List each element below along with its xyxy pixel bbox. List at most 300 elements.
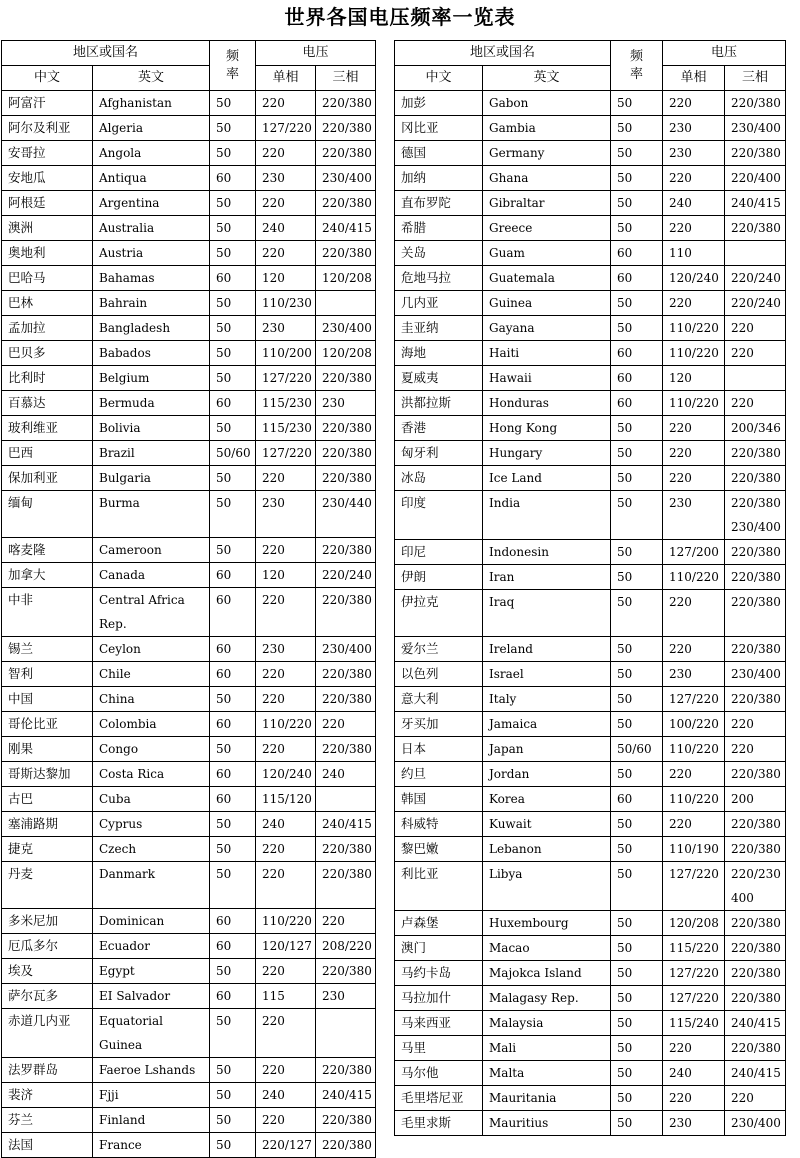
country-name-english: Cameroon [93, 538, 210, 563]
three-phase-voltage-cell: 230 [316, 391, 376, 416]
frequency-cell: 60 [210, 588, 256, 637]
single-phase-voltage-cell: 220 [256, 538, 316, 563]
three-phase-voltage-cell: 220 [725, 316, 786, 341]
single-phase-voltage-cell: 110/220 [663, 737, 725, 762]
page-title: 世界各国电压频率一览表 [284, 5, 516, 29]
single-phase-voltage-cell: 110 [663, 241, 725, 266]
country-name-chinese: 中国 [2, 687, 93, 712]
single-phase-voltage-cell: 120/240 [663, 266, 725, 291]
country-name-english: Bangladesh [93, 316, 210, 341]
country-name-english: Bolivia [93, 416, 210, 441]
single-phase-voltage-cell: 230 [663, 491, 725, 540]
three-phase-voltage-cell: 240/415 [316, 216, 376, 241]
country-name-chinese: 智利 [2, 662, 93, 687]
single-phase-voltage-cell: 220 [256, 959, 316, 984]
country-name-english: Finland [93, 1108, 210, 1133]
frequency-cell: 50 [210, 366, 256, 391]
frequency-cell: 50 [210, 538, 256, 563]
three-phase-voltage-cell: 220/380 [316, 91, 376, 116]
country-name-english: Equatorial Guinea [93, 1009, 210, 1058]
header-single-phase: 单相 [256, 66, 316, 91]
country-name-english: Hungary [483, 441, 611, 466]
country-name-chinese: 法国 [2, 1133, 93, 1158]
table-row [2, 1009, 376, 1058]
country-name-chinese: 冈比亚 [395, 116, 483, 141]
country-name-chinese: 巴贝多 [2, 341, 93, 366]
three-phase-voltage-cell: 240/415 [725, 1061, 786, 1086]
country-name-english: Czech [93, 837, 210, 862]
three-phase-voltage-cell: 230/400 [725, 116, 786, 141]
table-row [395, 565, 786, 590]
country-name-english: Afghanistan [93, 91, 210, 116]
single-phase-voltage-cell: 240 [256, 1083, 316, 1108]
frequency-cell: 50 [611, 1111, 663, 1136]
country-name-english: Central Africa Rep. [93, 588, 210, 637]
table-row [2, 316, 376, 341]
country-name-english: Guinea [483, 291, 611, 316]
country-name-english: Italy [483, 687, 611, 712]
frequency-cell: 50 [210, 291, 256, 316]
frequency-cell: 50 [210, 1133, 256, 1158]
table-row [2, 959, 376, 984]
table-row [2, 491, 376, 538]
single-phase-voltage-cell: 220 [256, 1108, 316, 1133]
three-phase-voltage-cell: 220/380 [316, 191, 376, 216]
frequency-cell: 50 [611, 862, 663, 911]
table-row [395, 1011, 786, 1036]
frequency-cell: 50 [210, 91, 256, 116]
single-phase-voltage-cell: 110/220 [663, 787, 725, 812]
frequency-cell: 50 [611, 91, 663, 116]
three-phase-voltage-cell: 220/380 [316, 662, 376, 687]
single-phase-voltage-cell: 220 [663, 637, 725, 662]
frequency-cell: 50 [611, 936, 663, 961]
single-phase-voltage-cell: 110/220 [663, 316, 725, 341]
single-phase-voltage-cell: 127/220 [663, 687, 725, 712]
table-row [395, 316, 786, 341]
single-phase-voltage-cell: 220/127 [256, 1133, 316, 1158]
header-voltage: 电压 [256, 41, 376, 66]
three-phase-voltage-cell: 220 [725, 341, 786, 366]
country-name-english: Indonesin [483, 540, 611, 565]
three-phase-voltage-cell: 220/380 [316, 116, 376, 141]
country-name-chinese: 锡兰 [2, 637, 93, 662]
frequency-cell: 50 [611, 837, 663, 862]
single-phase-voltage-cell: 240 [256, 812, 316, 837]
country-name-english: Malta [483, 1061, 611, 1086]
country-name-chinese: 捷克 [2, 837, 93, 862]
frequency-cell: 50 [210, 812, 256, 837]
country-name-english: Iran [483, 565, 611, 590]
country-name-english: Gayana [483, 316, 611, 341]
table-row [2, 538, 376, 563]
three-phase-voltage-cell: 220/380 [316, 862, 376, 909]
country-name-english: Bahrain [93, 291, 210, 316]
country-name-english: Chile [93, 662, 210, 687]
single-phase-voltage-cell: 110/220 [663, 341, 725, 366]
three-phase-voltage-cell: 240/415 [725, 191, 786, 216]
three-phase-voltage-cell: 220/380 [725, 687, 786, 712]
three-phase-voltage-cell: 240/415 [316, 1083, 376, 1108]
table-row [395, 416, 786, 441]
table-row [395, 241, 786, 266]
frequency-cell: 60 [210, 787, 256, 812]
country-name-chinese: 香港 [395, 416, 483, 441]
country-name-chinese: 加彭 [395, 91, 483, 116]
country-name-chinese: 加纳 [395, 166, 483, 191]
single-phase-voltage-cell: 110/190 [663, 837, 725, 862]
three-phase-voltage-cell: 220/380 [316, 837, 376, 862]
single-phase-voltage-cell: 220 [256, 588, 316, 637]
three-phase-voltage-cell: 220/240 [725, 291, 786, 316]
frequency-cell: 50/60 [210, 441, 256, 466]
country-name-english: Costa Rica [93, 762, 210, 787]
single-phase-voltage-cell: 120 [256, 563, 316, 588]
three-phase-voltage-cell: 200 [725, 787, 786, 812]
single-phase-voltage-cell: 240 [663, 1061, 725, 1086]
country-name-chinese: 奥地利 [2, 241, 93, 266]
country-name-english: Brazil [93, 441, 210, 466]
table-row [2, 91, 376, 116]
country-name-chinese: 意大利 [395, 687, 483, 712]
frequency-cell: 50 [611, 416, 663, 441]
frequency-cell: 50 [210, 959, 256, 984]
table-row [2, 1133, 376, 1158]
three-phase-voltage-cell: 220/230 400 [725, 862, 786, 911]
country-name-chinese: 匈牙利 [395, 441, 483, 466]
frequency-cell: 50 [611, 637, 663, 662]
frequency-cell: 60 [611, 241, 663, 266]
country-name-english: Angola [93, 141, 210, 166]
country-name-chinese: 马拉加什 [395, 986, 483, 1011]
country-name-chinese: 利比亚 [395, 862, 483, 911]
frequency-cell: 50 [210, 1108, 256, 1133]
table-row [395, 662, 786, 687]
country-name-english: Israel [483, 662, 611, 687]
table-row [2, 291, 376, 316]
country-name-chinese: 缅甸 [2, 491, 93, 538]
country-name-chinese: 安地瓜 [2, 166, 93, 191]
table-row [2, 737, 376, 762]
country-name-chinese: 多米尼加 [2, 909, 93, 934]
single-phase-voltage-cell: 115 [256, 984, 316, 1009]
frequency-cell: 50 [210, 341, 256, 366]
country-name-chinese: 日本 [395, 737, 483, 762]
table-row [2, 812, 376, 837]
country-name-chinese: 巴哈马 [2, 266, 93, 291]
single-phase-voltage-cell: 100/220 [663, 712, 725, 737]
table-row [2, 588, 376, 637]
table-row [395, 166, 786, 191]
table-row [2, 216, 376, 241]
three-phase-voltage-cell: 220/380 [725, 812, 786, 837]
country-name-english: Guatemala [483, 266, 611, 291]
single-phase-voltage-cell: 230 [663, 662, 725, 687]
country-name-chinese: 玻利维亚 [2, 416, 93, 441]
single-phase-voltage-cell: 220 [256, 466, 316, 491]
single-phase-voltage-cell: 110/220 [663, 565, 725, 590]
frequency-cell: 60 [210, 391, 256, 416]
single-phase-voltage-cell: 220 [663, 590, 725, 637]
table-row [395, 266, 786, 291]
frequency-cell: 50 [210, 1083, 256, 1108]
single-phase-voltage-cell: 120 [256, 266, 316, 291]
single-phase-voltage-cell: 115/240 [663, 1011, 725, 1036]
three-phase-voltage-cell: 220 [725, 712, 786, 737]
country-name-english: Korea [483, 787, 611, 812]
single-phase-voltage-cell: 220 [663, 91, 725, 116]
country-name-english: Japan [483, 737, 611, 762]
country-name-english: Egypt [93, 959, 210, 984]
single-phase-voltage-cell: 220 [256, 837, 316, 862]
single-phase-voltage-cell: 220 [663, 1036, 725, 1061]
frequency-cell: 50 [611, 316, 663, 341]
single-phase-voltage-cell: 220 [256, 91, 316, 116]
table-row [2, 241, 376, 266]
single-phase-voltage-cell: 230 [256, 491, 316, 538]
header-chinese: 中文 [2, 66, 93, 91]
header-frequency: 频 率 [210, 41, 256, 91]
table-row [395, 216, 786, 241]
three-phase-voltage-cell: 220/380 [316, 141, 376, 166]
three-phase-voltage-cell: 230/400 [725, 662, 786, 687]
table-row [2, 909, 376, 934]
single-phase-voltage-cell: 110/200 [256, 341, 316, 366]
frequency-cell: 50 [611, 1061, 663, 1086]
single-phase-voltage-cell: 240 [663, 191, 725, 216]
country-name-chinese: 约旦 [395, 762, 483, 787]
three-phase-voltage-cell: 220/380 [725, 762, 786, 787]
frequency-cell: 50 [210, 837, 256, 862]
country-name-english: Austria [93, 241, 210, 266]
header-english: 英文 [93, 66, 210, 91]
single-phase-voltage-cell: 220 [256, 1058, 316, 1083]
single-phase-voltage-cell: 220 [256, 737, 316, 762]
frequency-cell: 50 [611, 986, 663, 1011]
frequency-cell: 50 [210, 191, 256, 216]
three-phase-voltage-cell: 220/380 [316, 687, 376, 712]
country-name-english: Burma [93, 491, 210, 538]
country-name-chinese: 直布罗陀 [395, 191, 483, 216]
country-name-english: Ice Land [483, 466, 611, 491]
single-phase-voltage-cell: 220 [663, 166, 725, 191]
single-phase-voltage-cell: 115/220 [663, 936, 725, 961]
country-name-chinese: 洪都拉斯 [395, 391, 483, 416]
country-name-english: Mali [483, 1036, 611, 1061]
frequency-cell: 60 [210, 563, 256, 588]
frequency-cell: 50 [611, 812, 663, 837]
table-row [2, 441, 376, 466]
header-frequency: 频 率 [611, 41, 663, 91]
three-phase-voltage-cell: 220/380 [316, 441, 376, 466]
country-name-chinese: 裴济 [2, 1083, 93, 1108]
country-name-english: Cyprus [93, 812, 210, 837]
table-row [2, 637, 376, 662]
country-name-english: India [483, 491, 611, 540]
table-row [395, 862, 786, 911]
frequency-cell: 50 [210, 316, 256, 341]
country-name-english: Lebanon [483, 837, 611, 862]
table-row [395, 590, 786, 637]
country-name-english: Hawaii [483, 366, 611, 391]
header-chinese: 中文 [395, 66, 483, 91]
three-phase-voltage-cell: 220/240 [316, 563, 376, 588]
three-phase-voltage-cell: 220 [316, 909, 376, 934]
country-name-english: Malaysia [483, 1011, 611, 1036]
country-name-english: Algeria [93, 116, 210, 141]
country-name-chinese: 卢森堡 [395, 911, 483, 936]
frequency-cell: 50 [611, 491, 663, 540]
frequency-cell: 50 [611, 911, 663, 936]
three-phase-voltage-cell: 220/380 [316, 1133, 376, 1158]
table-row [395, 787, 786, 812]
single-phase-voltage-cell: 120/127 [256, 934, 316, 959]
table-row [2, 416, 376, 441]
table-row [2, 341, 376, 366]
country-name-chinese: 科威特 [395, 812, 483, 837]
frequency-cell: 50 [210, 1058, 256, 1083]
country-name-chinese: 巴林 [2, 291, 93, 316]
country-name-chinese: 丹麦 [2, 862, 93, 909]
table-row [2, 862, 376, 909]
country-name-chinese: 巴西 [2, 441, 93, 466]
frequency-cell: 50 [210, 687, 256, 712]
three-phase-voltage-cell: 220/380 [316, 538, 376, 563]
three-phase-voltage-cell: 120/208 [316, 266, 376, 291]
frequency-cell: 50 [611, 291, 663, 316]
three-phase-voltage-cell [725, 366, 786, 391]
country-name-english: Colombia [93, 712, 210, 737]
table-row [395, 341, 786, 366]
frequency-cell: 50 [210, 737, 256, 762]
frequency-cell: 60 [611, 787, 663, 812]
table-row [395, 116, 786, 141]
single-phase-voltage-cell: 110/230 [256, 291, 316, 316]
three-phase-voltage-cell: 220/380 [725, 466, 786, 491]
table-row [2, 934, 376, 959]
frequency-cell: 50 [210, 491, 256, 538]
country-name-chinese: 圭亚纳 [395, 316, 483, 341]
country-name-english: Germany [483, 141, 611, 166]
header-single-phase: 单相 [663, 66, 725, 91]
frequency-cell: 50/60 [611, 737, 663, 762]
country-name-chinese: 德国 [395, 141, 483, 166]
three-phase-voltage-cell: 230/440 [316, 491, 376, 538]
frequency-cell: 50 [611, 466, 663, 491]
three-phase-voltage-cell: 220/240 [725, 266, 786, 291]
frequency-cell: 60 [210, 762, 256, 787]
three-phase-voltage-cell: 220/380 [316, 366, 376, 391]
single-phase-voltage-cell: 220 [663, 441, 725, 466]
country-name-chinese: 刚果 [2, 737, 93, 762]
table-row [2, 563, 376, 588]
country-name-chinese: 希腊 [395, 216, 483, 241]
three-phase-voltage-cell: 230/400 [316, 166, 376, 191]
header-three-phase: 三相 [725, 66, 786, 91]
country-name-chinese: 印尼 [395, 540, 483, 565]
country-name-english: Jamaica [483, 712, 611, 737]
three-phase-voltage-cell: 220/380 [725, 141, 786, 166]
table-row [395, 291, 786, 316]
country-name-english: Australia [93, 216, 210, 241]
table-row [2, 141, 376, 166]
country-name-chinese: 以色列 [395, 662, 483, 687]
single-phase-voltage-cell: 230 [256, 316, 316, 341]
table-row [395, 1086, 786, 1111]
single-phase-voltage-cell: 230 [663, 1111, 725, 1136]
frequency-cell: 50 [611, 116, 663, 141]
table-row [395, 1111, 786, 1136]
frequency-cell: 60 [210, 166, 256, 191]
table-row [2, 984, 376, 1009]
single-phase-voltage-cell: 220 [663, 416, 725, 441]
country-name-chinese: 马来西亚 [395, 1011, 483, 1036]
table-row [395, 191, 786, 216]
single-phase-voltage-cell: 220 [663, 216, 725, 241]
single-phase-voltage-cell: 120/240 [256, 762, 316, 787]
country-name-chinese: 孟加拉 [2, 316, 93, 341]
country-name-english: Bulgaria [93, 466, 210, 491]
table-row [395, 466, 786, 491]
header-voltage: 电压 [663, 41, 786, 66]
table-row [2, 1058, 376, 1083]
country-name-chinese: 韩国 [395, 787, 483, 812]
country-name-chinese: 哥斯达黎加 [2, 762, 93, 787]
table-row [395, 837, 786, 862]
country-name-chinese: 赤道几内亚 [2, 1009, 93, 1058]
country-name-english: Macao [483, 936, 611, 961]
country-name-english: Belgium [93, 366, 210, 391]
voltage-table-right [394, 40, 786, 1136]
frequency-cell: 60 [611, 266, 663, 291]
frequency-cell: 50 [611, 687, 663, 712]
single-phase-voltage-cell: 220 [256, 141, 316, 166]
table-row [395, 762, 786, 787]
three-phase-voltage-cell: 220/380 [725, 91, 786, 116]
frequency-cell: 50 [210, 416, 256, 441]
table-row [395, 441, 786, 466]
table-row [395, 1036, 786, 1061]
table-row [2, 191, 376, 216]
country-name-english: Ireland [483, 637, 611, 662]
country-name-chinese: 马尔他 [395, 1061, 483, 1086]
single-phase-voltage-cell: 110/220 [256, 712, 316, 737]
country-name-english: Hong Kong [483, 416, 611, 441]
country-name-chinese: 伊拉克 [395, 590, 483, 637]
country-name-english: Mauritius [483, 1111, 611, 1136]
table-row [395, 687, 786, 712]
three-phase-voltage-cell: 220/380 [316, 241, 376, 266]
single-phase-voltage-cell: 230 [663, 141, 725, 166]
country-name-chinese: 塞浦路期 [2, 812, 93, 837]
country-name-english: Ghana [483, 166, 611, 191]
three-phase-voltage-cell [725, 241, 786, 266]
country-name-english: Babados [93, 341, 210, 366]
single-phase-voltage-cell: 127/220 [663, 986, 725, 1011]
frequency-cell: 50 [611, 166, 663, 191]
country-name-chinese: 毛里求斯 [395, 1111, 483, 1136]
three-phase-voltage-cell: 240/415 [316, 812, 376, 837]
country-name-chinese: 澳门 [395, 936, 483, 961]
country-name-english: Bahamas [93, 266, 210, 291]
voltage-table-left [1, 40, 376, 1158]
country-name-english: France [93, 1133, 210, 1158]
frequency-cell: 50 [210, 216, 256, 241]
country-name-english: Argentina [93, 191, 210, 216]
country-name-chinese: 比利时 [2, 366, 93, 391]
single-phase-voltage-cell: 230 [663, 116, 725, 141]
country-name-chinese: 喀麦隆 [2, 538, 93, 563]
